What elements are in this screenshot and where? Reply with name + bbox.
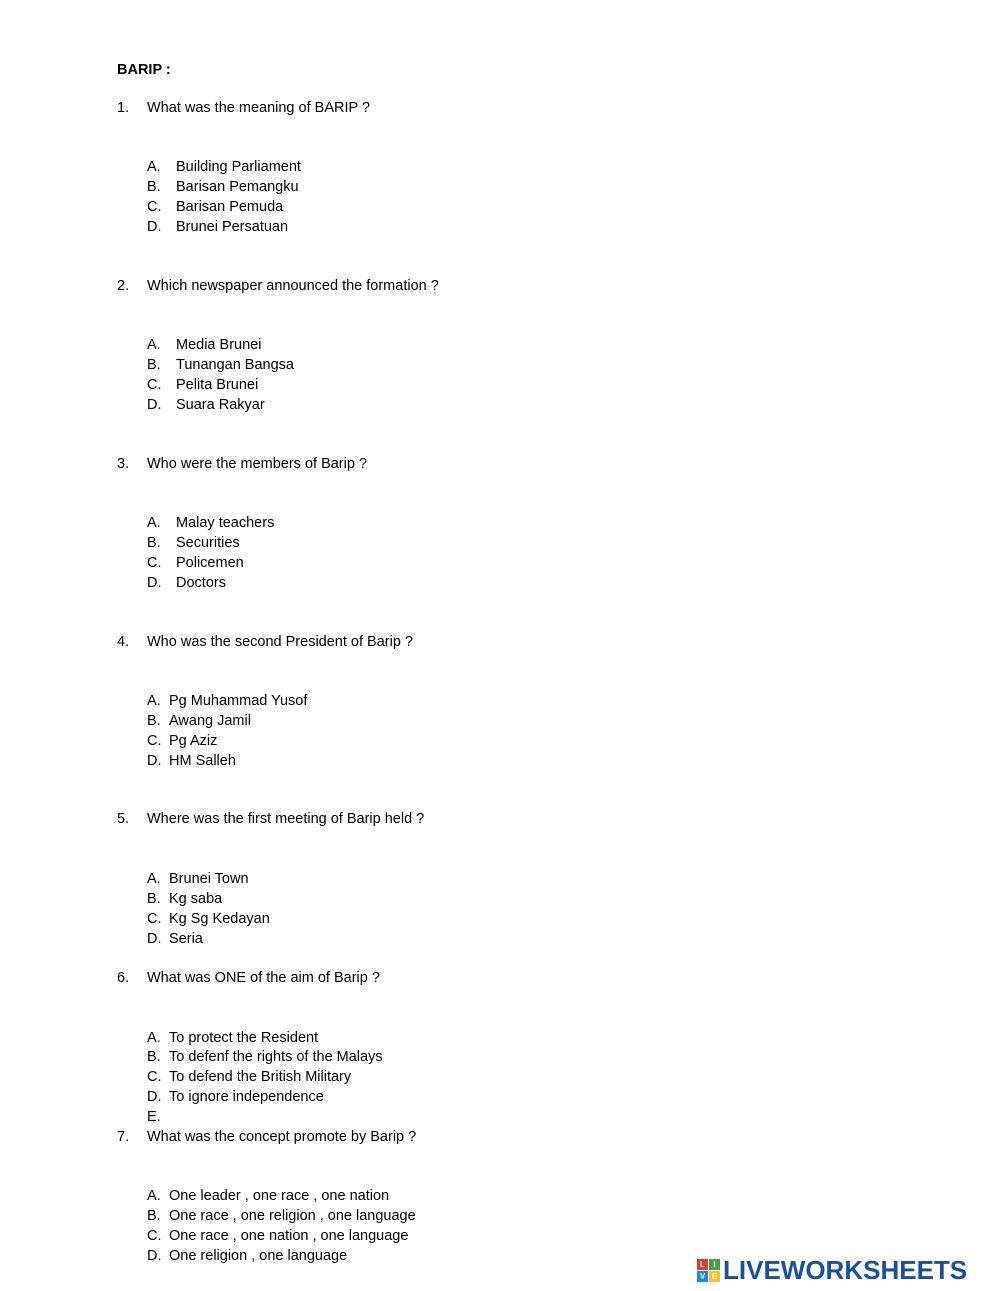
question-4-text: Who was the second President of Barip ?: [147, 634, 413, 650]
q5-option-c-text: Kg Sg Kedayan: [169, 911, 270, 927]
logo-icon-letter-l: L: [697, 1259, 708, 1270]
question-3-text: Who were the members of Barip ?: [147, 456, 368, 472]
question-2-text: Which newspaper announced the formation ?: [147, 278, 439, 294]
logo-icon-letter-i: I: [709, 1259, 720, 1270]
liveworksheets-logo-icon: [697, 1259, 720, 1282]
q2-option-c-text: Pelita Brunei: [176, 377, 259, 393]
logo-icon-letter-e: E: [709, 1271, 720, 1282]
q6-option-b-letter: B.: [147, 1049, 161, 1065]
q5-option-a-text: Brunei Town: [169, 871, 249, 887]
question-5-text: Where was the first meeting of Barip held ?: [147, 811, 425, 827]
q2-option-a-text: Media Brunei: [176, 337, 262, 353]
q1-option-d-text: Brunei Persatuan: [176, 219, 289, 235]
q7-option-d-letter: D.: [147, 1248, 162, 1264]
question-6-text: What was ONE of the aim of Barip ?: [147, 970, 380, 986]
q2-option-a-letter: A.: [147, 337, 161, 353]
q2-option-d-letter: D.: [147, 397, 162, 413]
q1-option-c-letter: C.: [147, 199, 162, 215]
q4-option-c-letter: C.: [147, 733, 162, 749]
q4-option-d-letter: D.: [147, 753, 162, 769]
q3-option-d-letter: D.: [147, 575, 162, 591]
logo-icon-letter-v: V: [697, 1271, 708, 1282]
q7-option-b-letter: B.: [147, 1208, 161, 1224]
question-3-number: 3.: [117, 456, 130, 472]
page-title: BARIP :: [117, 62, 171, 78]
q6-option-c-text: To defend the British Military: [169, 1069, 352, 1085]
q1-option-c-text: Barisan Pemuda: [176, 199, 284, 215]
q4-option-a-letter: A.: [147, 693, 161, 709]
q5-option-b-text: Kg saba: [169, 891, 223, 907]
q7-option-d-text: One religion , one language: [169, 1248, 348, 1264]
q1-option-d-letter: D.: [147, 219, 162, 235]
q5-option-d-letter: D.: [147, 931, 162, 947]
q3-option-b-letter: B.: [147, 535, 161, 551]
q1-option-b-text: Barisan Pemangku: [176, 179, 299, 195]
q4-option-d-text: HM Salleh: [169, 753, 236, 769]
q3-option-b-text: Securities: [176, 535, 240, 551]
q6-option-b-text: To defenf the rights of the Malays: [169, 1049, 383, 1065]
q1-option-b-letter: B.: [147, 179, 161, 195]
q1-option-a-letter: A.: [147, 159, 161, 175]
q2-option-c-letter: C.: [147, 377, 162, 393]
q7-option-a-letter: A.: [147, 1188, 161, 1204]
q7-option-a-text: One leader , one race , one nation: [169, 1188, 390, 1204]
q1-option-a-text: Building Parliament: [176, 159, 301, 175]
q4-option-b-letter: B.: [147, 713, 161, 729]
q7-option-b-text: One race , one religion , one language: [169, 1208, 416, 1224]
q5-option-d-text: Seria: [169, 931, 203, 947]
q6-option-e-letter: E.: [147, 1109, 161, 1125]
q3-option-a-text: Malay teachers: [176, 515, 275, 531]
question-2-number: 2.: [117, 278, 130, 294]
question-1-number: 1.: [117, 100, 130, 116]
q5-option-a-letter: A.: [147, 871, 161, 887]
question-1-text: What was the meaning of BARIP ?: [147, 100, 370, 116]
question-6-number: 6.: [117, 970, 130, 986]
liveworksheets-logo-text: LIVEWORKSHEETS: [723, 1255, 968, 1285]
q3-option-a-letter: A.: [147, 515, 161, 531]
q6-option-a-text: To protect the Resident: [169, 1030, 319, 1046]
q7-option-c-letter: C.: [147, 1228, 162, 1244]
q6-option-c-letter: C.: [147, 1069, 162, 1085]
question-4-number: 4.: [117, 634, 130, 650]
q2-option-b-letter: B.: [147, 357, 161, 373]
q6-option-d-text: To ignore independence: [169, 1089, 324, 1105]
q5-option-b-letter: B.: [147, 891, 161, 907]
q3-option-c-letter: C.: [147, 555, 162, 571]
q3-option-c-text: Policemen: [176, 555, 244, 571]
question-7-number: 7.: [117, 1129, 130, 1145]
q2-option-d-text: Suara Rakyar: [176, 397, 265, 413]
q5-option-c-letter: C.: [147, 911, 162, 927]
question-5-number: 5.: [117, 811, 130, 827]
q4-option-a-text: Pg Muhammad Yusof: [169, 693, 308, 709]
q2-option-b-text: Tunangan Bangsa: [176, 357, 294, 373]
q6-option-a-letter: A.: [147, 1030, 161, 1046]
q4-option-c-text: Pg Aziz: [169, 733, 218, 749]
q7-option-c-text: One race , one nation , one language: [169, 1228, 409, 1244]
question-7-text: What was the concept promote by Barip ?: [147, 1129, 417, 1145]
q3-option-d-text: Doctors: [176, 575, 226, 591]
q4-option-b-text: Awang Jamil: [169, 713, 251, 729]
q6-option-d-letter: D.: [147, 1089, 162, 1105]
liveworksheets-logo: [697, 1256, 967, 1284]
